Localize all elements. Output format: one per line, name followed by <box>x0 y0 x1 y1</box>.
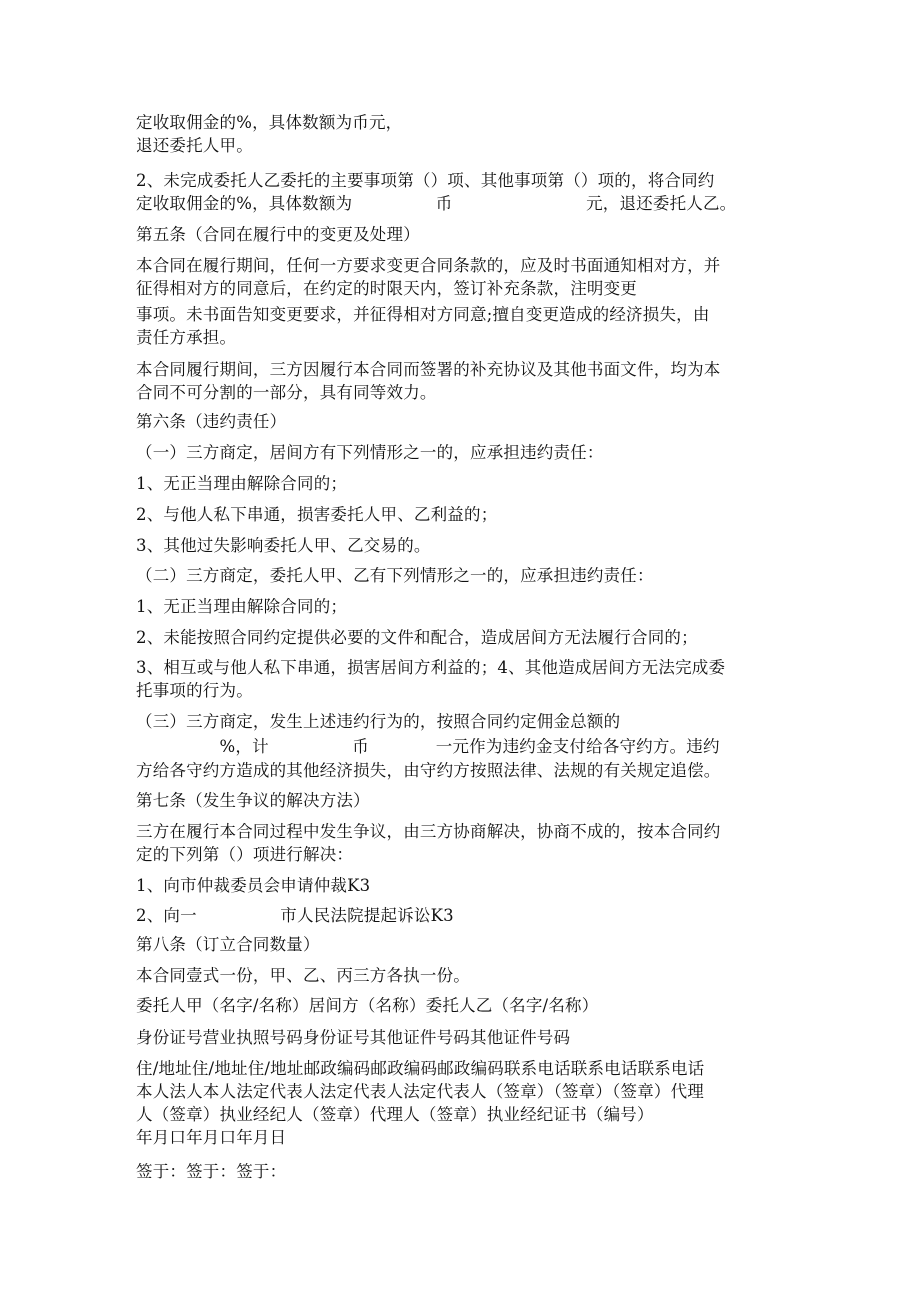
list-item: 2、向一 市人民法院提起诉讼K3 <box>136 906 454 925</box>
section-heading: 第八条（订立合同数量） <box>136 935 320 954</box>
text-line: 住/地址住/地址住/地址邮政编码邮政编码邮政编码联系电话联系电话联系电话 <box>136 1059 705 1078</box>
text-line: 方给各守约方造成的其他经济损失，由守约方按照法律、法规的有关规定追偿。 <box>136 761 721 780</box>
text-line: （一）三方商定，居间方有下列情形之一的，应承担违约责任： <box>136 443 604 462</box>
text-line: 本合同履行期间，三方因履行本合同而签署的补充协议及其他书面文件，均为本 <box>136 360 721 379</box>
text-line: 2、未完成委托人乙委托的主要事项第（）项、其他事项第（）项的，将合同约 <box>136 171 715 190</box>
section-heading: 第七条（发生争议的解决方法） <box>136 791 370 810</box>
list-item: 1、无正当理由解除合同的； <box>136 474 348 493</box>
text-line: 征得相对方的同意后，在约定的时限天内，签订补充条款，注明变更 <box>136 279 637 298</box>
text-line: 定收取佣金的%，具体数额为 币 元，退还委托人乙。 <box>136 194 737 213</box>
text-line: 三方在履行本合同过程中发生争议，由三方协商解决，协商不成的，按本合同约 <box>136 822 721 841</box>
list-item: 1、无正当理由解除合同的； <box>136 597 348 616</box>
text-line: （二）三方商定，委托人甲、乙有下列情形之一的，应承担违约责任： <box>136 566 654 585</box>
text-line: 定收取佣金的%，具体数额为币元， <box>136 113 403 132</box>
text-line: 年月口年月口年月日 <box>136 1128 287 1147</box>
text-line: 定的下列第（）项进行解决： <box>136 845 354 864</box>
text-line: 委托人甲（名字/名称）居间方（名称）委托人乙（名字/名称） <box>136 996 599 1015</box>
text-line: 签于：签于：签于： <box>136 1162 287 1181</box>
list-item: 2、与他人私下串通，损害委托人甲、乙利益的； <box>136 505 498 524</box>
text-line: 本合同在履行期间，任何一方要求变更合同条款的，应及时书面通知相对方，并 <box>136 256 721 275</box>
text-line: 本合同壹式一份，甲、乙、丙三方各执一份。 <box>136 966 470 985</box>
text-line: 本人法人本人法定代表人法定代表人法定代表人（签章）（签章）（签章）代理 <box>136 1082 704 1101</box>
text-line: 合同不可分割的一部分，具有同等效力。 <box>136 383 437 402</box>
list-item: 1、向市仲裁委员会申请仲裁K3 <box>136 876 371 895</box>
section-heading: 第六条（违约责任） <box>136 412 287 431</box>
text-line: 身份证号营业执照号码身份证号其他证件号码其他证件号码 <box>136 1028 571 1047</box>
text-line: 责任方承担。 <box>136 328 237 347</box>
text-line: 事项。未书面告知变更要求，并征得相对方同意;擅自变更造成的经济损失，由 <box>136 305 710 324</box>
text-line: %，计 币 一元作为违约金支付给各守约方。违约 <box>136 737 720 756</box>
text-line: 托事项的行为。 <box>136 681 253 700</box>
text-line: 退还委托人甲。 <box>136 136 253 155</box>
list-item: 3、其他过失影响委托人甲、乙交易的。 <box>136 536 431 555</box>
list-item: 2、未能按照合同约定提供必要的文件和配合，造成居间方无法履行合同的； <box>136 628 698 647</box>
list-item: 3、相互或与他人私下串通，损害居间方利益的；4、其他造成居间方无法完成委 <box>136 658 726 677</box>
text-line: 人（签章）执业经纪人（签章）代理人（签章）执业经纪证书（编号） <box>136 1105 654 1124</box>
text-line: （三）三方商定，发生上述违约行为的，按照合同约定佣金总额的 <box>136 712 621 731</box>
section-heading: 第五条（合同在履行中的变更及处理） <box>136 225 420 244</box>
